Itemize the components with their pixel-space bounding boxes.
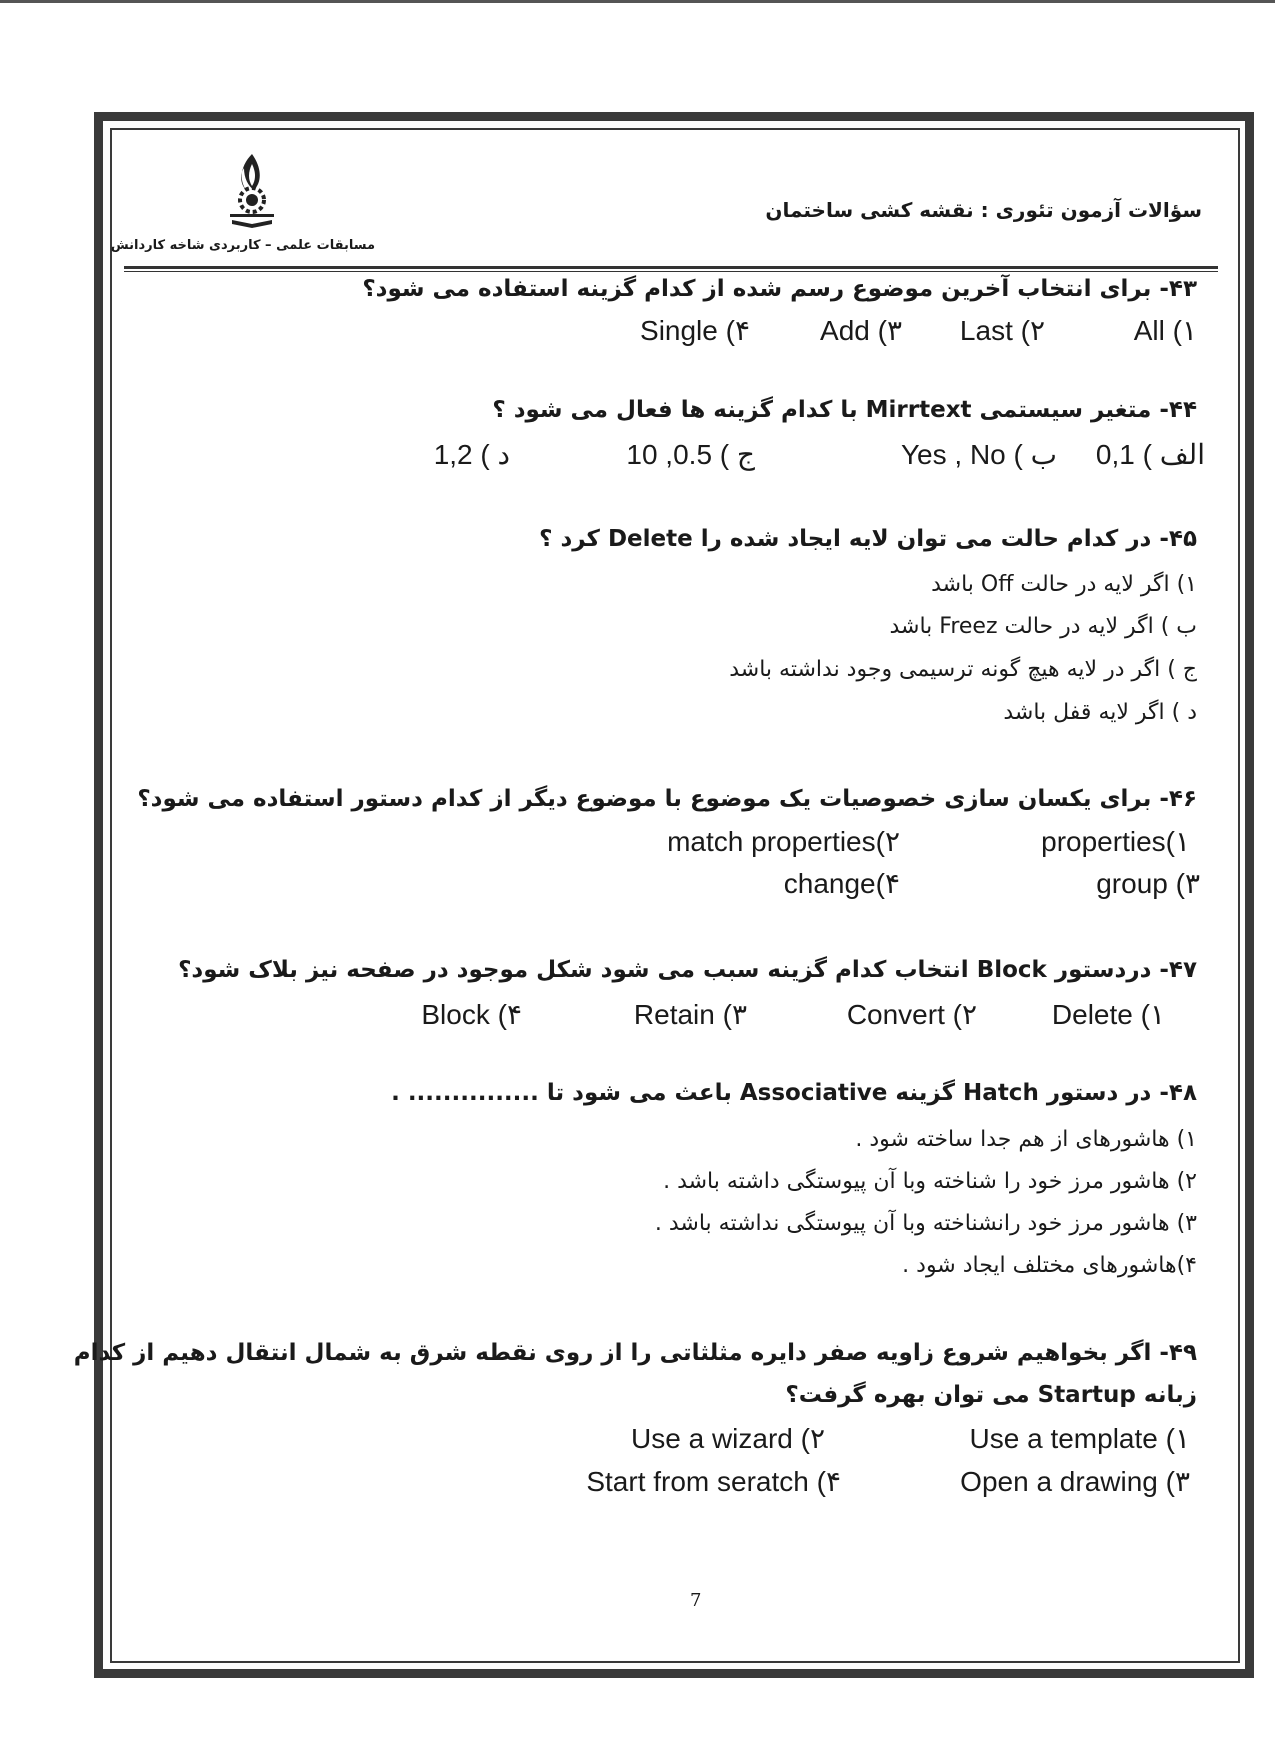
q46-option-3: group (۳: [1096, 868, 1200, 899]
q45-option-4: د ) اگر لایه قفل باشد: [1003, 700, 1197, 725]
q45-option-1: ۱) اگر لایه در حالت Off باشد: [931, 572, 1197, 597]
q44-option-3: ج ) 0.5, 10: [626, 439, 755, 470]
header-rule-thin: [124, 271, 1218, 272]
q44-option-2: ب ) Yes , No: [900, 439, 1057, 470]
question-49: ۴۹- اگر بخواهیم شروع زاویه صفر دایره مثلثاتی را از روی نقطه شرق به شمال انتقال دهیم از کدام: [73, 1340, 1197, 1366]
q45-option-3: ج ) اگر در لایه هیچ گونه ترسیمی وجود نداشته باشد: [729, 657, 1197, 682]
q49-option-1: Use a template (۱: [969, 1423, 1190, 1454]
q47-option-4: Block (۴: [421, 999, 522, 1030]
q44-option-4: د ) 1,2: [433, 439, 510, 470]
question-46: ۴۶- برای یکسان سازی خصوصیات یک موضوع با موضوع دیگر از کدام دستور استفاده می شود؟: [137, 786, 1197, 812]
q48-option-2: ۲) هاشور مرز خود را شناخته وبا آن پیوستگی داشته باشد .: [663, 1169, 1197, 1194]
question-47: ۴۷- دردستور Block انتخاب کدام گزینه سبب می شود شکل موجود در صفحه نیز بلاک شود؟: [178, 957, 1197, 983]
page-number: 7: [690, 1590, 702, 1611]
exam-title: سؤالات آزمون تئوری : نقشه کشی ساختمان: [765, 198, 1202, 222]
organization-caption: مسابقات علمی – کاربردی شاخه کاردانش: [110, 238, 375, 253]
q47-option-2: Convert (۲: [846, 999, 977, 1030]
question-43: ۴۳- برای انتخاب آخرین موضوع رسم شده از کدام گزینه استفاده می شود؟: [362, 276, 1197, 302]
q43-option-4: Single (۴: [640, 315, 750, 346]
q48-option-1: ۱) هاشورهای از هم جدا ساخته شود .: [855, 1127, 1197, 1152]
scan-edge: [0, 0, 1275, 3]
q48-option-3: ۳) هاشور مرز خود رانشناخته وبا آن پیوستگی نداشته باشد .: [654, 1211, 1197, 1236]
question-44: ۴۴- متغیر سیستمی Mirrtext با کدام گزینه ها فعال می شود ؟: [492, 397, 1197, 423]
q44-option-1: الف ) 0,1: [1095, 439, 1205, 470]
q43-option-1: All (۱: [1133, 315, 1197, 346]
question-45: ۴۵- در کدام حالت می توان لایه ایجاد شده را Delete کرد ؟: [539, 526, 1197, 552]
q48-option-4: ۴)هاشورهای مختلف ایجاد شود .: [902, 1253, 1197, 1278]
q49-option-2: Use a wizard (۲: [631, 1423, 825, 1454]
question-48: ۴۸- در دستور Hatch گزینه Associative باعث می شود تا ............... .: [391, 1080, 1197, 1106]
q49-option-4: Start from seratch (۴: [586, 1466, 841, 1497]
q46-option-2: match properties(۲: [667, 826, 900, 857]
q46-option-1: properties(۱: [1041, 826, 1190, 857]
q45-option-2: ب ) اگر لایه در حالت Freez باشد: [889, 614, 1197, 639]
q46-option-4: change(۴: [783, 868, 900, 899]
q47-option-1: Delete (۱: [1051, 999, 1165, 1030]
q43-option-2: Last (۲: [959, 315, 1045, 346]
q49-option-3: Open a drawing (۳: [960, 1466, 1190, 1497]
q47-option-3: Retain (۳: [633, 999, 747, 1030]
q43-option-3: Add (۳: [820, 315, 902, 346]
kardanesh-emblem-icon: [222, 150, 282, 232]
header-rule: [124, 266, 1218, 269]
question-49-continued: زبانه Startup می توان بهره گرفت؟: [785, 1382, 1197, 1408]
